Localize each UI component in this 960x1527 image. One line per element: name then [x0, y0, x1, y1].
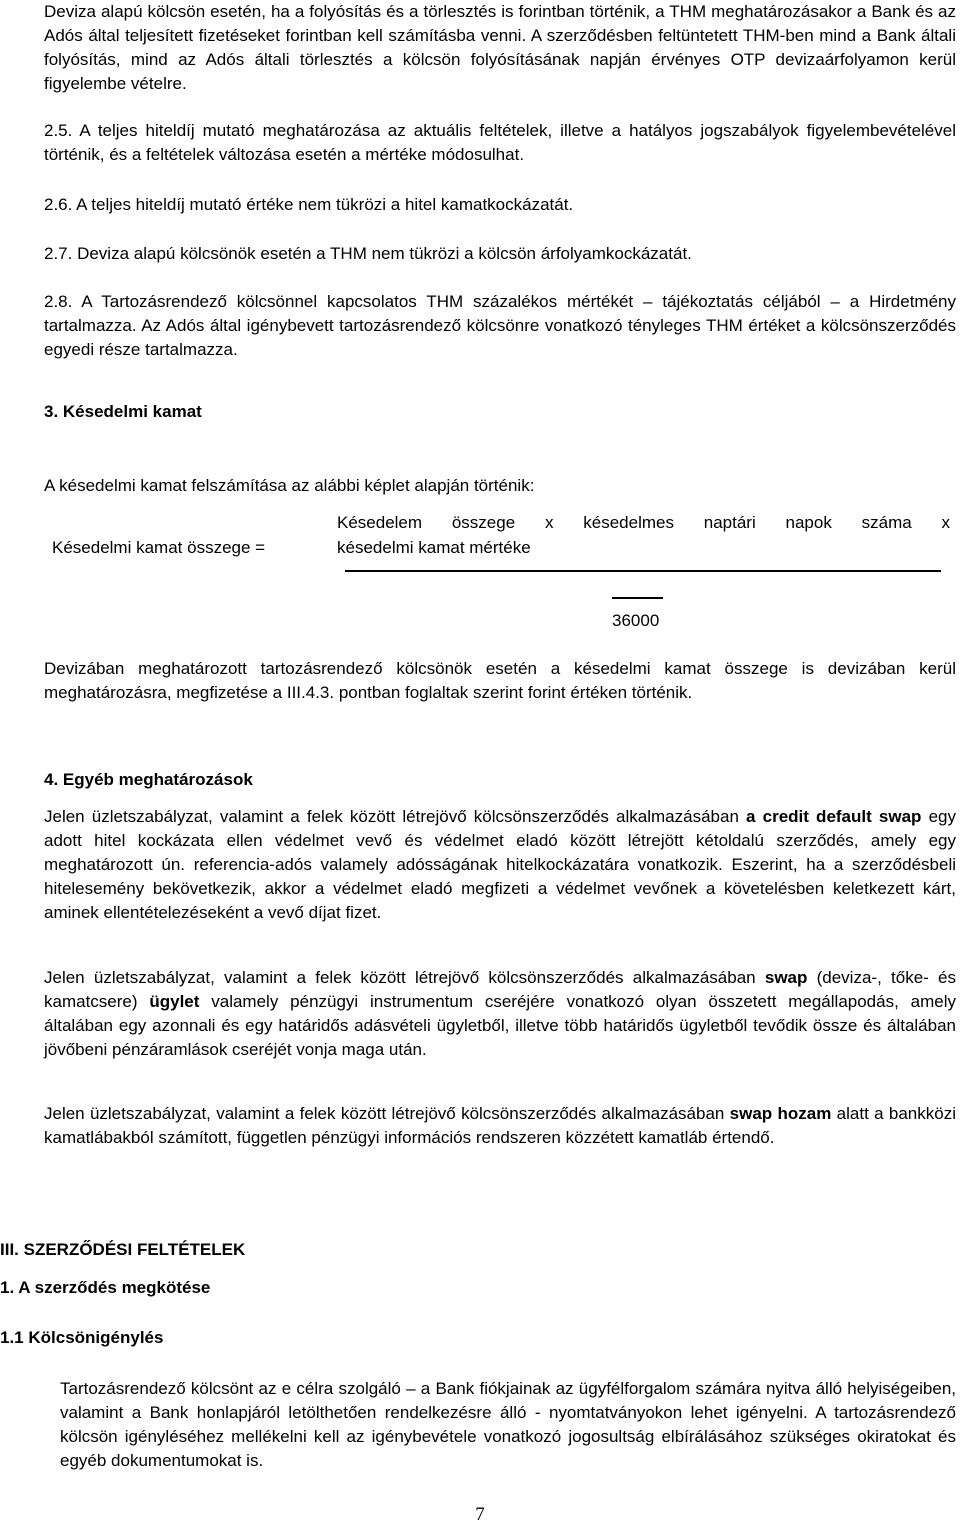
paragraph-intro: Deviza alapú kölcsön esetén, ha a folyósítás és a törlesztés is forintban történik, a THM meghatározásakor a Bank és az Adós által teljesített fizetéseket forintban kell számításba venni. A szerződésben feltüntetett THM-ben mind a Bank általi folyósítás, mind az Adós általi törlesztés a kölcsön folyósításának napján érvényes OTP devizaárfolyamon kerül figyelembe vételre.	[44, 2, 956, 93]
formula-lhs: Késedelmi kamat összege =	[52, 538, 266, 557]
section-heading-4: 4. Egyéb meghatározások	[44, 770, 253, 789]
section-heading-3: 3. Késedelmi kamat	[44, 402, 202, 421]
formula-intro: A késedelmi kamat felszámítása az alábbi képlet alapján történik:	[44, 476, 535, 495]
heading-1-1: 1.1 Kölcsönigénylés	[0, 1328, 164, 1347]
term-ugylet: ügylet	[149, 992, 200, 1011]
term-swap-hozam: swap hozam	[729, 1104, 832, 1123]
paragraph-2-7: 2.7. Deviza alapú kölcsönök esetén a THM nem tükrözi a kölcsön árfolyamkockázatát.	[44, 244, 692, 263]
formula-denominator: 36000	[612, 611, 660, 630]
paragraph-2-6: 2.6. A teljes hiteldíj mutató értéke nem tükrözi a hitel kamatkockázatát.	[44, 195, 574, 214]
paragraph-2-5: 2.5. A teljes hiteldíj mutató meghatározása az aktuális feltételek, illetve a hatályos jogszabályok figyelembevételével történik, és a feltételek változása esetén a mértéke módosulhat.	[44, 121, 956, 164]
paragraph-kolcsonigenyles: Tartozásrendező kölcsönt az e célra szolgáló – a Bank fiókjainak az ügyfélforgalom számára nyitva álló helyiségeiben, valamint a Bank honlapjáról letölthetően rendelkezésre álló - nyomtatványokon lehet igényelni. A tartozásrendező kölcsön igényléséhez mellékelni kell az igénybevétele vonatkozó jogosultság elbírálásához szükséges okiratokat és egyéb dokumentumokat is.	[60, 1379, 956, 1470]
paragraph-credit-default-swap: Jelen üzletszabályzat, valamint a felek között létrejövő kölcsönszerződés alkalmazásában a credit default swap egy adott hitel kockázata ellen védelmet vevő és védelmet eladó között létrejött kétoldalú szerződés, amely egy meghatározott ún. referencia-adós valamely adósságának hitelkockázatára vonatkozik. Eszerint, ha a szerződésbeli hitelesemény bekövetkezik, akkor a védelmet eladó megfizeti a védelmet vevőnek a követelésben keletkezett kárt, aminek ellentételezéseként a vevő díjat fizet.	[44, 807, 956, 922]
page-number: 7	[475, 1504, 485, 1525]
paragraph-2-8: 2.8. A Tartozásrendező kölcsönnel kapcsolatos THM százalékos mértékét – tájékoztatás céljából – a Hirdetmény tartalmazza. Az Adós által igénybevett tartozásrendező kölcsönre vonatkozó tényleges THM értéket a kölcsönszerződés egyedi része tartalmazza.	[44, 292, 956, 359]
paragraph-deviza: Devizában meghatározott tartozásrendező kölcsönök esetén a késedelmi kamat összege is devizában kerül meghatározásra, megfizetése a III.4.3. pontban foglaltak szerint forint értéken történik.	[44, 659, 956, 702]
fraction-bar-short	[612, 597, 663, 599]
term-swap: swap	[764, 968, 808, 987]
paragraph-swap: Jelen üzletszabályzat, valamint a felek között létrejövő kölcsönszerződés alkalmazásában swap (deviza-, tőke- és kamatcsere) ügylet valamely pénzügyi instrumentum cseréjére vonatkozó olyan összetett megállapodás, amely általában egy azonnali és egy határidős adásvételi ügyletből, illetve több határidős ügyletből tevődik össze és általában jövőbeni pénzáramlások cseréjét vonja maga után.	[44, 968, 956, 1059]
term-credit-default-swap: a credit default swap	[746, 807, 922, 826]
heading-1: 1. A szerződés megkötése	[0, 1278, 211, 1297]
formula-numerator-line-1: Késedelem összege x késedelmes naptári napok száma x	[337, 513, 950, 532]
chapter-heading-III: III. SZERZŐDÉSI FELTÉTELEK	[0, 1240, 246, 1259]
fraction-bar	[345, 570, 941, 572]
paragraph-swap-hozam: Jelen üzletszabályzat, valamint a felek között létrejövő kölcsönszerződés alkalmazásában swap hozam alatt a bankközi kamatlábakból számított, független pénzügyi információs rendszeren közzétett kamatláb értendő.	[44, 1104, 956, 1147]
formula-numerator-line-2: késedelmi kamat mértéke	[337, 538, 531, 557]
